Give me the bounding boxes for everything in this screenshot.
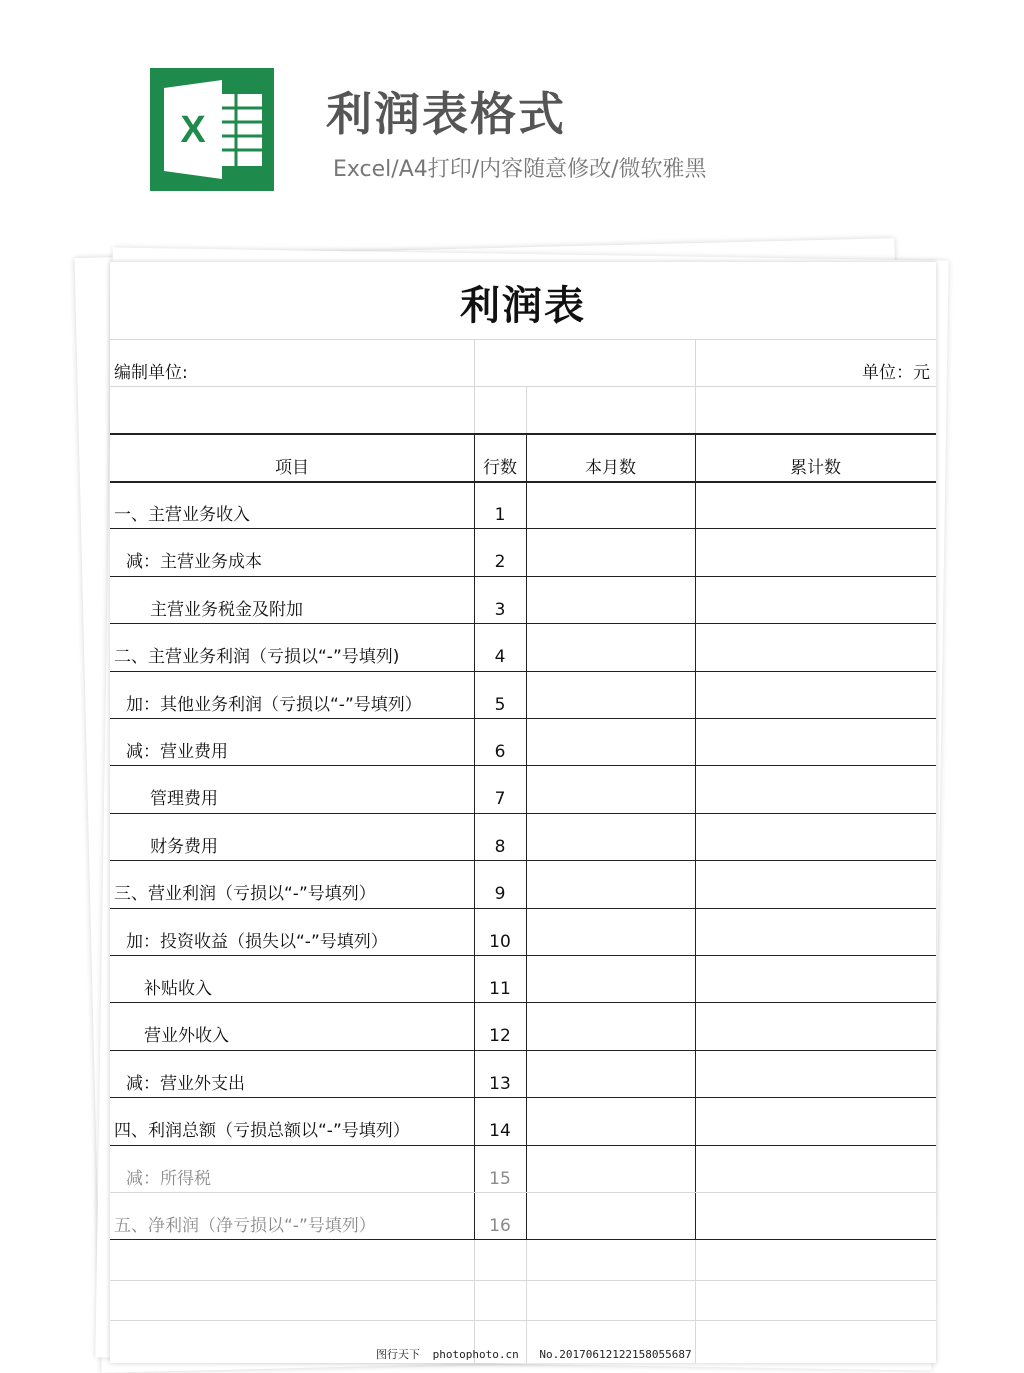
excel-logo-icon: [150, 68, 274, 191]
row-label: 减：营业外支出: [126, 1073, 245, 1094]
row-label: 主营业务税金及附加: [150, 599, 303, 620]
row-border: [110, 1145, 936, 1146]
row-border: [110, 671, 936, 672]
row-label: 加：投资收益（损失以“-”号填列）: [126, 931, 388, 952]
gridline: [526, 1240, 527, 1363]
row-label: 营业外收入: [144, 1026, 229, 1047]
row-border: [110, 1192, 936, 1193]
page-subtitle: Excel/A4打印/内容随意修改/微软雅黑: [333, 157, 707, 182]
row-number: 6: [494, 742, 506, 762]
row-border: [110, 528, 936, 529]
row-label: 加：其他业务利润（亏损以“-”号填列）: [126, 694, 422, 715]
row-label: 管理费用: [150, 789, 218, 810]
row-label: 一、主营业务收入: [114, 505, 250, 525]
table-border: [695, 433, 696, 1240]
column-header-month: 本月数: [585, 458, 636, 478]
row-number: 5: [494, 694, 506, 715]
row-border: [110, 955, 936, 956]
watermark-number: No.20170612122158055687: [539, 1348, 692, 1361]
table-border: [110, 433, 936, 435]
row-number: 10: [489, 931, 511, 952]
row-label: 三、营业利润（亏损以“-”号填列）: [114, 884, 376, 905]
row-label: 四、利润总额（亏损总额以“-”号填列）: [114, 1121, 410, 1142]
row-number: 15: [489, 1168, 511, 1189]
gridline: [110, 339, 936, 340]
row-border: [110, 1097, 936, 1098]
row-number: 1: [494, 505, 506, 525]
company-label: 编制单位:: [114, 363, 188, 383]
row-label: 二、主营业务利润（亏损以“-”号填列): [114, 647, 400, 668]
row-number: 14: [489, 1121, 511, 1142]
row-number: 3: [494, 599, 506, 620]
row-border: [110, 718, 936, 719]
row-border: [110, 765, 936, 766]
row-number: 4: [494, 647, 506, 668]
gridline: [474, 1240, 475, 1363]
watermark-url: photophoto.cn: [432, 1348, 519, 1361]
row-number: 2: [494, 552, 506, 573]
row-border: [110, 576, 936, 577]
watermark-site: 图行天下: [376, 1348, 420, 1361]
column-header-row-no: 行数: [483, 458, 517, 478]
excel-logo-letter: X: [180, 109, 206, 151]
gridline: [110, 386, 936, 387]
row-number: 11: [489, 979, 511, 999]
row-border: [110, 1050, 936, 1051]
spreadsheet-sheet: [110, 262, 936, 1363]
gridline: [110, 1280, 936, 1281]
unit-label: 单位：元: [862, 363, 930, 383]
column-header-item: 项目: [275, 458, 309, 478]
page-title: 利润表格式: [326, 87, 566, 141]
row-label: 减：营业费用: [126, 742, 228, 762]
row-label: 补贴收入: [144, 979, 212, 999]
gridline: [695, 339, 696, 434]
row-border: [110, 908, 936, 909]
row-number: 16: [489, 1216, 511, 1236]
watermark: [376, 1346, 692, 1362]
row-number: 12: [489, 1026, 511, 1047]
gridline: [526, 386, 527, 434]
table-border: [110, 481, 936, 483]
row-border: [110, 813, 936, 814]
gridline: [695, 1240, 696, 1363]
row-border: [110, 860, 936, 861]
row-border: [110, 1002, 936, 1003]
sheet-title: 利润表: [460, 283, 586, 329]
row-border: [110, 623, 936, 624]
table-border: [526, 433, 527, 1240]
row-label: 财务费用: [150, 836, 218, 857]
row-label: 五、净利润（净亏损以“-”号填列）: [114, 1216, 376, 1236]
row-number: 8: [494, 836, 506, 857]
table-border: [110, 1239, 936, 1240]
row-number: 9: [494, 884, 506, 905]
row-number: 13: [489, 1073, 511, 1094]
gridline: [474, 339, 475, 434]
gridline: [110, 1320, 936, 1321]
column-header-cumulative: 累计数: [790, 458, 841, 478]
row-label: 减：所得税: [126, 1168, 211, 1189]
row-label: 减：主营业务成本: [126, 552, 262, 573]
row-number: 7: [494, 789, 506, 810]
